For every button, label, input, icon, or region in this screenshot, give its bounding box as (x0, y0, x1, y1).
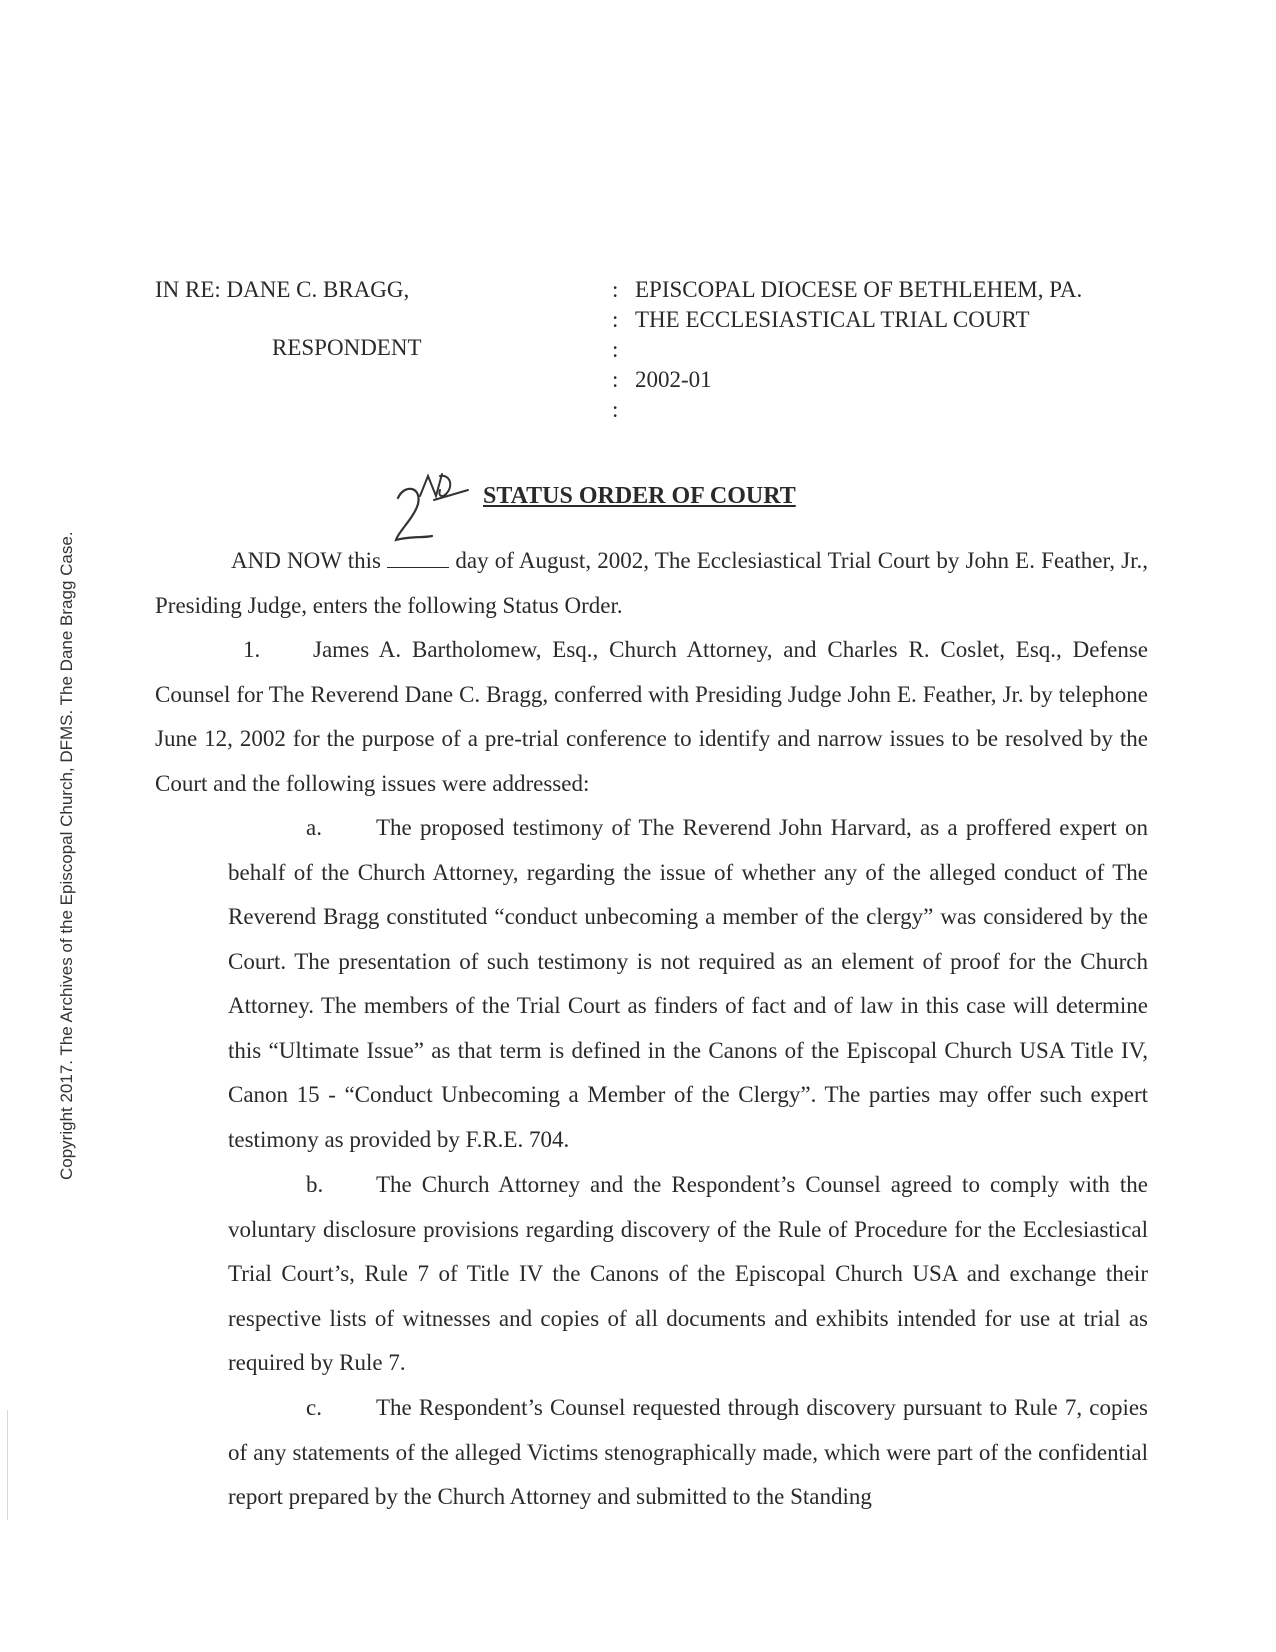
caption-respondent-name: IN RE: DANE C. BRAGG, (155, 277, 410, 302)
subparagraph-c-text: The Respondent’s Counsel requested through discovery pursuant to Rule 7, copies of any statements of the alleged Victims stenographically made, which were part of the confidential report prepared by the Church Attorney and submitted to the Standing (228, 1395, 1148, 1509)
paragraph-1-number: 1. (243, 637, 261, 662)
caption-respondent-label: RESPONDENT (272, 335, 422, 360)
copyright-side-note: Copyright 2017. The Archives of the Episcopal Church, DFMS. The Dane Bragg Case. (57, 531, 76, 1180)
subparagraph-c (228, 1386, 1148, 1520)
caption-blank-line (635, 335, 1082, 365)
caption-diocese: EPISCOPAL DIOCESE OF BETHLEHEM, PA. (635, 277, 1083, 302)
subparagraph-a (228, 806, 1148, 1162)
paragraph-1 (155, 628, 1148, 806)
subparagraph-b-letter: b. (306, 1172, 324, 1197)
caption-blank-line-2 (635, 395, 1082, 425)
day-blank-line (387, 549, 449, 568)
intro-after-blank: day of August, 2002, The Ecclesiastical Trial Court by John E. Feather, Jr., Presiding Judge, enters the following Status Order. (155, 548, 1149, 618)
subparagraph-c-letter: c. (306, 1395, 322, 1420)
caption-case-number: 2002-01 (635, 367, 712, 392)
paragraph-1-text: James A. Bartholomew, Esq., Church Attorney, and Charles R. Coslet, Esq., Defense Counsel for The Reverend Dane C. Bragg, conferred with Presiding Judge John E. Feather, Jr. by telephone June 12, 2002 for the purpose of a pre-trial conference to identify and narrow issues to be resolved by the Court and the following issues were addressed: (155, 637, 1148, 796)
subparagraph-a-text: The proposed testimony of The Reverend John Harvard, as a proffered expert on behalf of the Church Attorney, regarding the issue of whether any of the alleged conduct of The Reverend Bragg constituted “conduct unbecoming a member of the clergy” was considered by the Court. The presentation of such testimony is not required as an element of proof for the Church Attorney. The members of the Trial Court as finders of fact and of law in this case will determine this “Ultimate Issue” as that term is defined in the Canons of the Episcopal Church USA Title IV, Canon 15 - “Conduct Unbecoming a Member of the Clergy”. The parties may offer such expert testimony as provided by F.R.E. 704. (228, 815, 1148, 1152)
scan-margin-mark (7, 1410, 8, 1520)
caption-court-name: THE ECCLESIASTICAL TRIAL COURT (635, 307, 1030, 332)
document-title: STATUS ORDER OF COURT (483, 483, 796, 509)
subparagraph-a-letter: a. (306, 815, 322, 840)
intro-paragraph (155, 539, 1148, 628)
intro-before-blank: AND NOW this (231, 548, 381, 573)
caption-court-block (635, 275, 1082, 425)
caption-colon-column: : : : : : (612, 277, 619, 422)
subparagraph-b-text: The Church Attorney and the Respondent’s Counsel agreed to comply with the voluntary disclosure provisions regarding discovery of the Rule of Procedure for the Ecclesiastical Trial Court’s, Rule 7 of Title IV the Canons of the Episcopal Church USA and exchange their respective lists of witnesses and copies of all documents and exhibits intended for use at trial as required by Rule 7. (228, 1172, 1148, 1375)
subparagraph-b (228, 1163, 1148, 1386)
